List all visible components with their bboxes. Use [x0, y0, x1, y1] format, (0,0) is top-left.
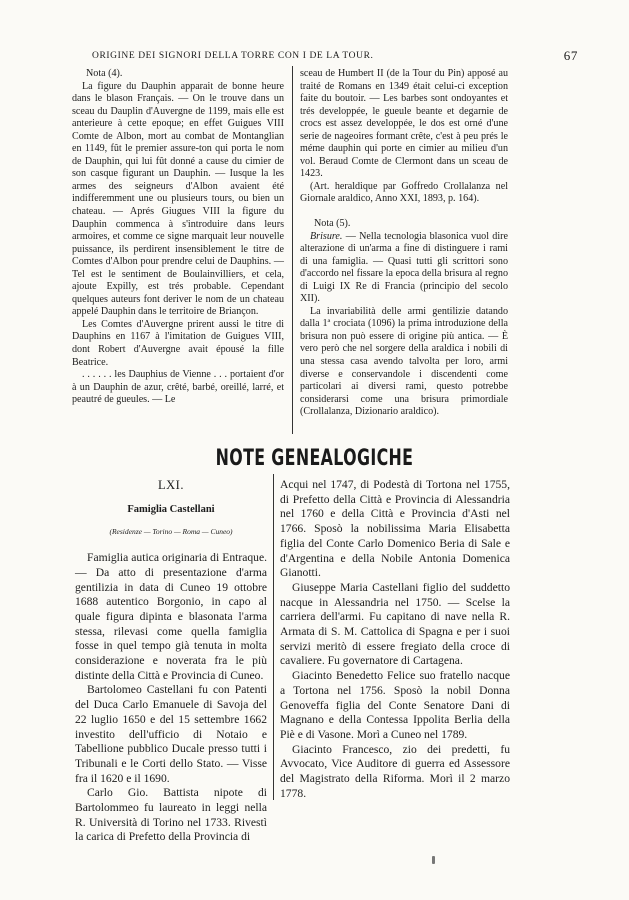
top-left-column	[72, 68, 284, 407]
note-4-continuation: sceau de Humbert II (de la Tour du Pin) apposé au traité de Romans en 1349 était celui-ci exception faite du boutoir. — Les barbes sont ondoyantes et trés developpée, le gueule beante et degarnie de crocs est assez developpée, le dos est orné d'une serie de nageoires formant crête, c'est à peu prés le méme dauphin qui porte en cimier au milieu d'un vol. Beraud Comte de Clermont dans un sceau de 1423.	[300, 68, 508, 180]
castellani-continuation: Acqui nel 1747, di Podestà di Tortona nel 1755, di Prefetto della Città e Provincia di Alessandria nel 1760 e della Città e Provincia d'Asti nel 1766. Sposò la nobilissima Maria Elisabetta figlia del Conte Carlo Domenico Beria di Sale e d'Argentina e della Nobile Antonia Domenica Gianotti.	[280, 478, 510, 580]
brisure-term: Brisure.	[310, 230, 343, 242]
running-header	[72, 48, 582, 64]
castellani-paragraph-1: Famiglia autica originaria di Entraque. — Da atto di presentazione d'arma gentilizia in data di Cuneo 19 ottobre 1688 autentico Borgonio, in capo al quale figura dipinta e blasonata l'arma stessa, rilevasi come quella famiglia fosse in quel tempo già tenuta in molta considerazione e noverata fra le più distinte della Città e Provincia di Cuneo.	[75, 551, 267, 682]
note-5-paragraph-2: La invariabilità delle armi gentilizie datando dalla 1ª crociata (1096) la prima introduzione della brisura non può essere di origine più antica. — È vero però che nel sorgere della araldica i nobili di una stessa casa avendo talvolta per loro, armi diverse e conservandole i discendenti come particolari ai diversi rami, questo potrebbe considerarsi come una brisura primordiale (Crollalanza, Dizionario araldico).	[300, 305, 508, 418]
castellani-paragraph-6: Giacinto Francesco, zio dei predetti, fu Avvocato, Vice Auditore di guerra ed Assessore del Magistrato della Riforma. Morì il 2 marzo 1778.	[280, 742, 510, 800]
note-4-heading: Nota (4).	[86, 68, 123, 79]
page-number: 67	[563, 48, 578, 63]
top-right-column	[300, 68, 508, 419]
note-4-paragraph-2: Les Comtes d'Auvergne prirent aussi le titre di Dauphins en 1167 à l'imitation de Guigues VIII, dont Robert d'Auvergne avait épousé la fille Beatrice.	[72, 318, 284, 368]
castellani-paragraph-4: Giuseppe Maria Castellani figlio del suddetto nacque in Alessandria nel 1750. — Scelse la carriera dell'armi. Fu capitano di nave nella R. Armata di S. M. Cattolica di Spagna e per i suoi servizi meritò di essere fregiato della croce di cavaliere. Fu governatore di Cartagena.	[280, 580, 510, 668]
castellani-paragraph-3: Carlo Gio. Battista nipote di Bartolommeo fu laureato in leggi nella R. Università di Torino nel 1733. Rivestì la carica di Prefetto della Provincia di	[75, 786, 267, 844]
bottom-right-column	[280, 478, 510, 801]
column-divider-bottom	[273, 474, 274, 800]
residences-line: (Residenze — Torino — Roma — Cuneo)	[109, 527, 233, 537]
brisure-definition: — Nella tecnologia blasonica vuol dire alterazione di un'arma a fine di distinguere i rami di una famiglia. — Quasi tutti gli scrittori sono d'accordo nel fissare la epoca della brisura al regno di Luigi IX Re di Francia (principio del secolo XII).	[300, 230, 508, 305]
column-divider-top	[292, 66, 293, 434]
entry-numeral: LXI.	[158, 478, 184, 492]
running-title: ORIGINE DEI SIGNORI DELLA TORRE CON I DE LA TOUR.	[92, 51, 374, 61]
castellani-paragraph-2: Bartolomeo Castellani fu con Patenti del Duca Carlo Emanuele di Savoja del 22 luglio 1650 e del 15 settembre 1662 investito dell'ufficio di Notaio e Tabellione pubblico Ducale presso tutti i Tribunali e le Corti dello Stato. — Visse fra il 1620 e il 1690.	[75, 683, 267, 785]
note-4-citation: (Art. heraldique par Goffredo Crollalanza nel Giornale araldico, Anno XXI, 1893, p. 164).	[300, 180, 508, 205]
note-5-paragraph-1	[300, 231, 508, 306]
note-4-paragraph-1: La figure du Dauphin apparait de bonne heure dans le blason Français. — On le trouve dans un sceau du Dauplin d'Auvergne de 1199, mais elle est anterieure à cette epoque; en effet Guigues VIII Comte de Albon, mort au combat de Montanglian en 1149, fût le premier assure-ton qui porta le nom de Dauphin, qui lui fût donné a cause du cimier de son casque figurant un Dauphin. — Iusque la les armes des seigneurs d'Albon avaient été indifferemment une ou plusieurs tours, ou bien un chateau. — Aprés Giugues VIII la figure du Dauphin commenca à s'introduire dans leurs armoires, et comme ce signe marquait leur nouvelle puissance, ils perdirent insensiblement le titre de Comtes d'Albon pour prendre celui de Dauphins. — Tel est le sentiment de Boulainvilliers, et cela, ajoute Expilly, est trés probable. Cependant quelques auteurs font deriver le nom de un chateau appelé Dauphin dans le territoire de Briançon.	[72, 80, 284, 318]
bottom-left-column	[75, 478, 267, 845]
note-5-heading: Nota (5).	[314, 218, 351, 230]
family-heading: Famiglia Castellani	[127, 503, 215, 515]
castellani-paragraph-5: Giacinto Benedetto Felice suo fratello nacque a Tortona nel 1756. Sposò la nobil Donna Genoveffa figlia del Conte Senatore Dani di Magnano e della Contessa Ippolita Berlia della Piè e di Vasone. Morì a Cuneo nel 1789.	[280, 669, 510, 741]
note-4-paragraph-3: . . . . . . les Dauphius de Vienne . . . portaient d'or à un Dauphin de azur, crêté, barbé, oreillé, larré, et peautré de gueules. — Le	[72, 369, 284, 406]
section-title: NOTE GENEALOGICHE	[215, 446, 414, 471]
print-speck	[432, 856, 435, 864]
